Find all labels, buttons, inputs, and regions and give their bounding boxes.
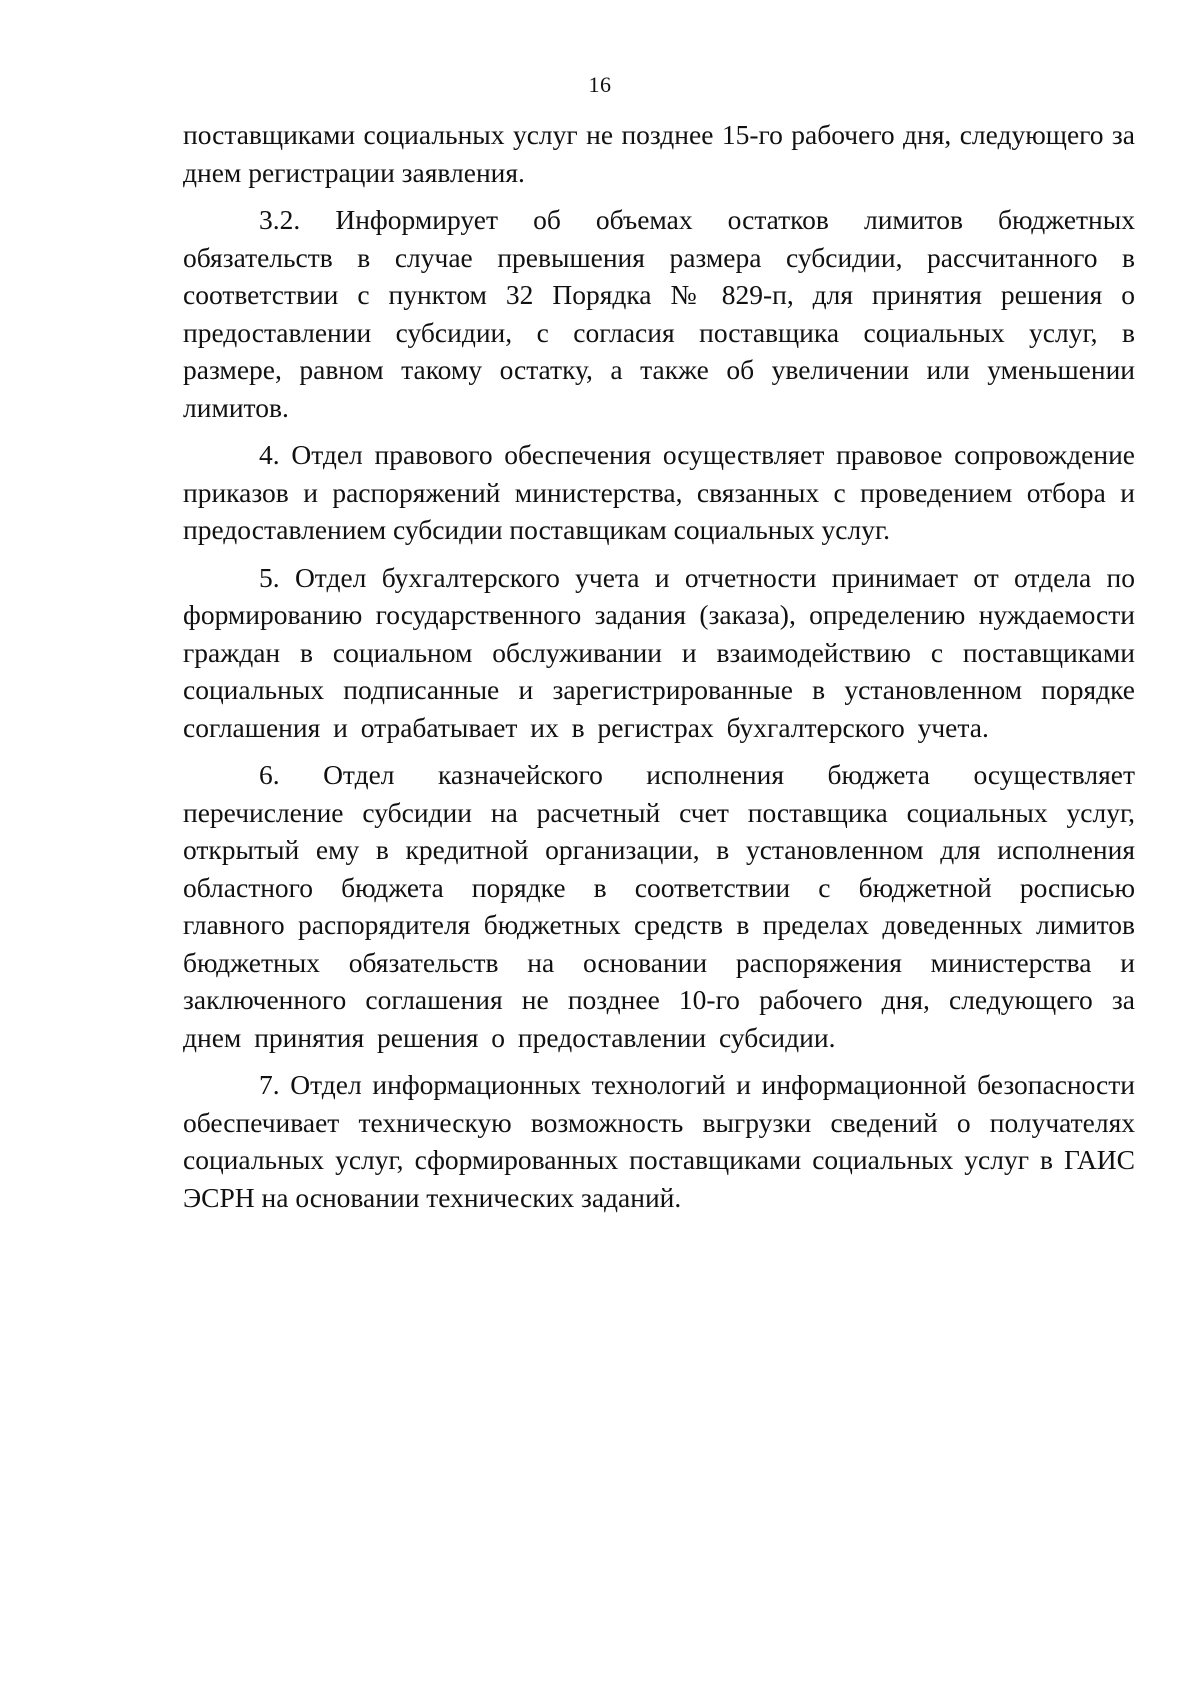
paragraph-3-2: 3.2. Информирует об объемах остатков лимитов бюджетных обязательств в случае превышения размера субсидии, рассчитанного в соответствии с пунктом 32 Порядка № 829-п, для принятия решения о предоставлении субсидии, с согласия поставщика социальных услуг, в размере, равном такому остатку, а также об увеличении или уменьшении лимитов. xyxy=(183,204,1135,423)
paragraph-4: 4. Отдел правового обеспечения осуществляет правовое сопровождение приказов и распоряжений министерства, связанных с проведением отбора и предоставлением субсидии поставщикам социальных услуг. xyxy=(183,439,1135,545)
document-body xyxy=(183,116,1135,1226)
paragraph-5: 5. Отдел бухгалтерского учета и отчетности принимает от отдела по формированию государственного задания (заказа), определению нуждаемости граждан в социальном обслуживании и взаимодействию с поставщиками социальных подписанные и зарегистрированные в установленном порядке соглашения и отрабатывает их в регистрах бухгалтерского учета. xyxy=(183,561,1135,743)
paragraph-7: 7. Отдел информационных технологий и информационной безопасности обеспечивает техническую возможность выгрузки сведений о получателях социальных услуг, сформированных поставщиками социальных услуг в ГАИС ЭСРН на основании технических заданий. xyxy=(183,1069,1135,1213)
page-number: 16 xyxy=(588,72,612,97)
paragraph-6: 6. Отдел казначейского исполнения бюджета осуществляет перечисление субсидии на расчетный счет поставщика социальных услуг, открытый ему в кредитной организации, в установленном для исполнения областного бюджета порядке в соответствии с бюджетной росписью главного распорядителя бюджетных средств в пределах доведенных лимитов бюджетных обязательств на основании распоряжения министерства и заключенного соглашения не позднее 10-го рабочего дня, следующего за днем принятия решения о предоставлении субсидии. xyxy=(183,759,1135,1053)
paragraph-continuation: поставщиками социальных услуг не позднее 15-го рабочего дня, следующего за днем регистрации заявления. xyxy=(183,119,1135,188)
